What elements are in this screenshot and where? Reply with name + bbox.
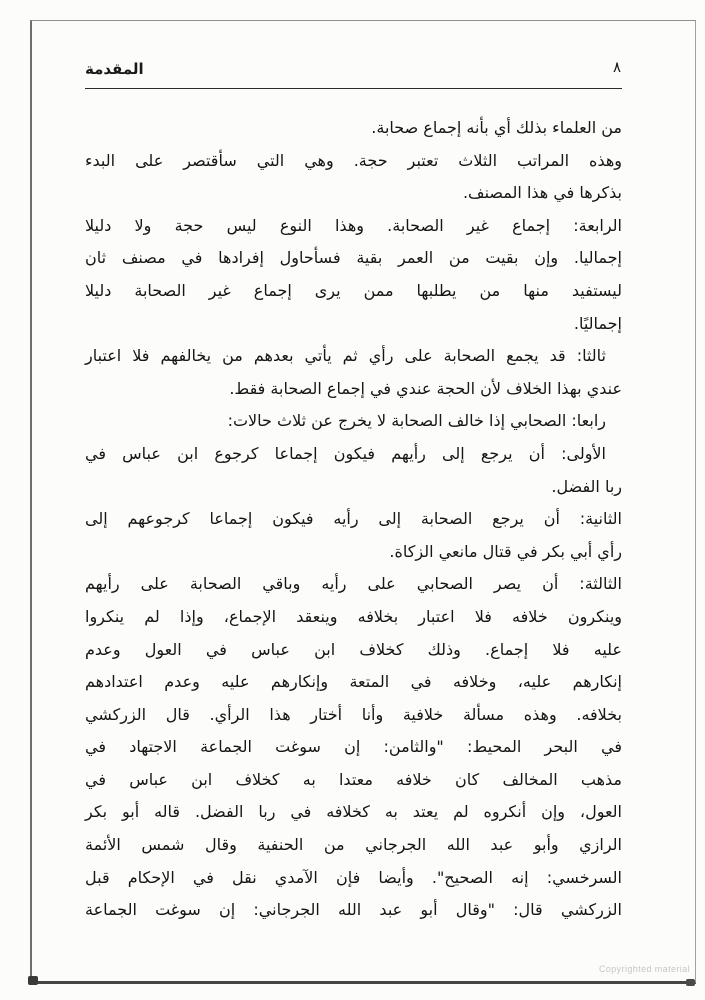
text-line: من العلماء بذلك أي بأنه إجماع صحابة.: [371, 118, 622, 137]
text-line: وينكرون خلافه فلا اعتبار بخلافه وينعقد الإجماع، وإذا لم ينكروا: [85, 606, 622, 626]
paragraph: [85, 438, 622, 503]
text-line: بخلافه. وهذه مسألة خلافية وأنا أختار هذا الرأي. قال الزركشي: [85, 704, 622, 724]
paragraph: [85, 210, 622, 340]
scan-corner-artifact-bottom-right: [686, 979, 695, 986]
text-line: الثانية: أن يرجع الصحابة إلى رأيه فيكون إجماعا كرجوعهم إلى: [85, 509, 622, 529]
text-line: وهذه المراتب الثلاث تعتبر حجة. وهي التي سأقتصر على البدء: [85, 150, 622, 170]
header-rule: [85, 88, 622, 89]
text-line: ثالثا: قد يجمع الصحابة على رأي ثم يأتي بعدهم من يخالفهم فلا اعتبار: [85, 346, 606, 366]
text-line: عليه فلا إجماع. وذلك كخلاف ابن عباس في العول وعدم: [85, 639, 622, 659]
text-line: ليستفيد منها من يطلبها ممن يرى إجماع غير الصحابة دليلا: [85, 280, 622, 300]
text-line: ربا الفضل.: [551, 476, 622, 496]
text-line: العول، وإن أنكروه لم يعتد به كخلافه في ربا الفضل. قاله أبو بكر: [85, 802, 622, 822]
paragraph: [85, 112, 622, 145]
paragraph: [85, 145, 622, 210]
section-title: المقدمة: [85, 60, 144, 78]
paragraph: [85, 503, 622, 568]
scan-corner-artifact-bottom-left: [28, 976, 38, 985]
text-line: رأي أبي بكر في قتال مانعي الزكاة.: [389, 541, 622, 561]
text-line: بذكرها في هذا المصنف.: [462, 183, 622, 203]
text-line: السرخسي: إنه الصحيح". وأيضا فإن الآمدي نقل في الإحكام قبل: [85, 867, 622, 887]
text-line: الرابعة: إجماع غير الصحابة. وهذا النوع ليس حجة ولا دليلا: [85, 215, 622, 235]
page-number: ٨: [612, 58, 621, 76]
text-line: الزركشي قال: "وقال أبو عبد الله الجرجاني: إن سوغت الجماعة: [85, 900, 622, 920]
page-body-text: [85, 112, 622, 927]
text-line: عندي بهذا الخلاف لأن الحجة عندي في إجماع الصحابة فقط.: [229, 378, 622, 398]
paragraph: [85, 340, 622, 405]
paragraph: [85, 568, 622, 927]
copyright-watermark: Copyrighted material: [598, 964, 690, 974]
text-line: الأولى: أن يرجع إلى رأيهم فيكون إجماعا كرجوع ابن عباس في: [85, 443, 606, 463]
text-line: الثالثة: أن يصر الصحابي على رأيه وباقي الصحابة على رأيهم: [85, 574, 622, 594]
text-line: رابعا: الصحابي إذا خالف الصحابة لا يخرج عن ثلاث حالات:: [227, 411, 606, 431]
text-line: مذهب المخالف كان خلافه معتدا به كخلاف ابن عباس في: [85, 769, 622, 789]
text-line: إجماليًا.: [573, 313, 622, 333]
text-line: الرازي وأبو عبد الله الجرجاني من الحنفية وقال شمس الأئمة: [85, 835, 622, 855]
text-line: إجماليا. وإن بقيت من العمر بقية فسأحاول إفرادها في مصنف ثان: [85, 248, 622, 268]
text-line: في البحر المحيط: "والثامن: إن سوغت الجماعة الاجتهاد في: [85, 737, 622, 757]
paragraph: [85, 405, 622, 438]
text-line: إنكارهم عليه، وخلافه في المتعة وإنكارهم عليه وعدم اعتدادهم: [85, 672, 622, 692]
